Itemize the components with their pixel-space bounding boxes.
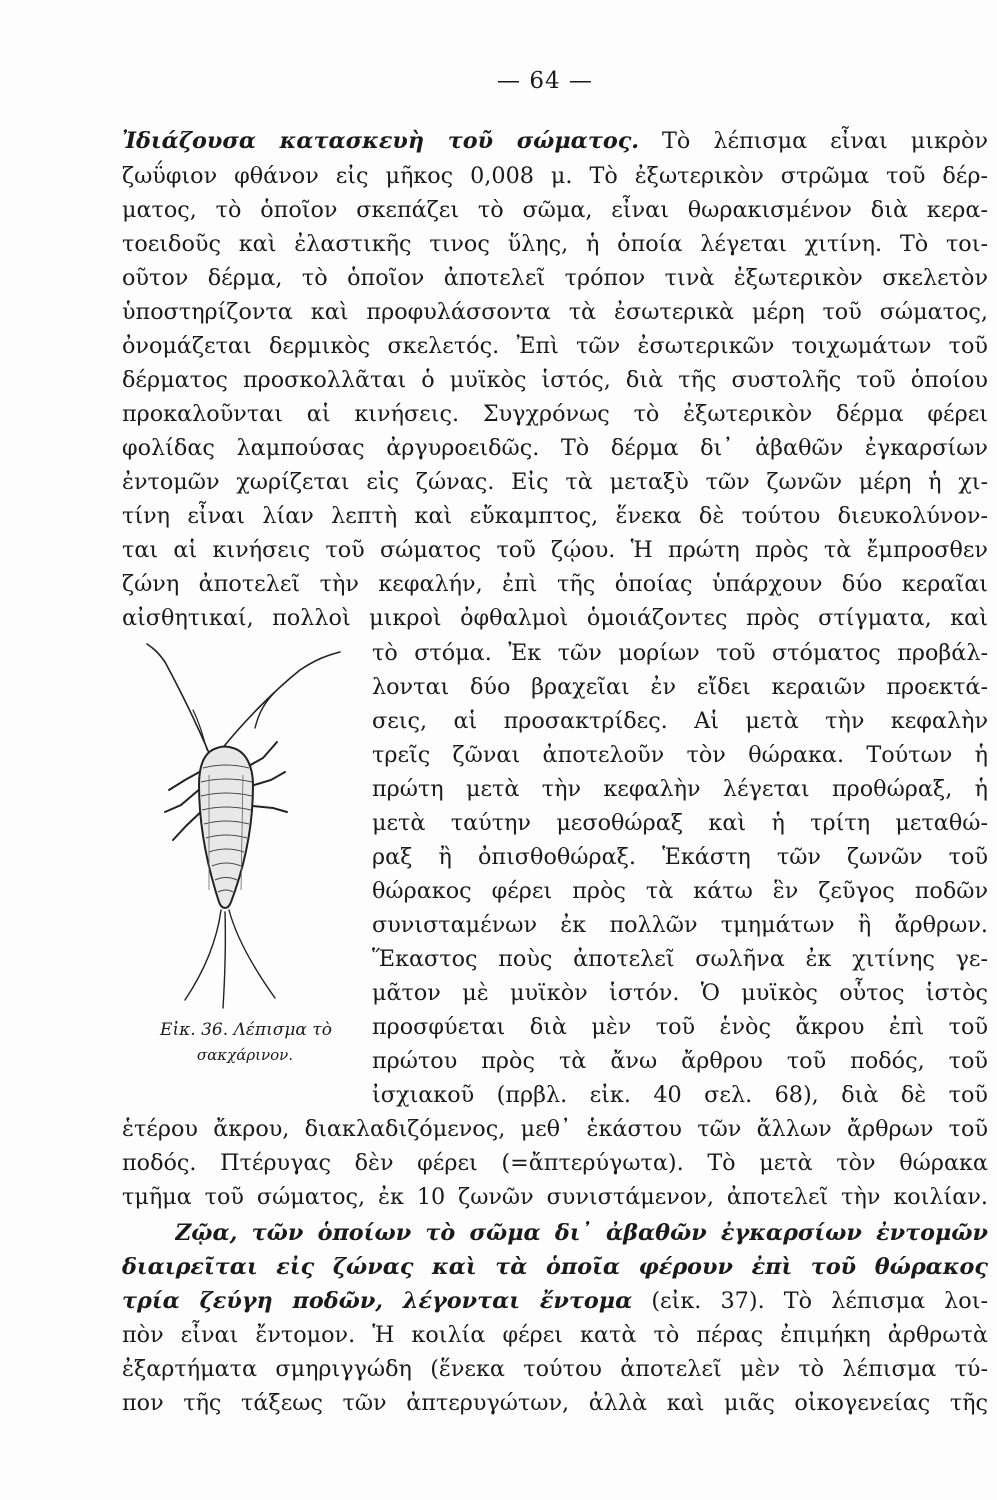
- text-line-1: [122, 124, 988, 158]
- definition-line-3: [122, 1284, 988, 1318]
- text-line-13: ται αἱ κινήσεις τοῦ σώματος τοῦ ζῴου. Ἡ πρώτη πρὸς τὰ ἔμπροσθεν: [122, 537, 988, 563]
- text-line-16: τὸ στόμα. Ἐκ τῶν μορίων τοῦ στόματος προβάλ-: [372, 640, 988, 666]
- text-line-31: ποδός. Πτέρυγας δὲν φέρει (=ἄπτερύγωτα). Τὸ μετὰ τὸν θώρακα: [122, 1150, 988, 1176]
- text-line-3: ματος, τὸ ὁποῖον σκεπάζει τὸ σῶμα, εἶναι θωρακισμένον διὰ κερα-: [122, 197, 988, 223]
- text-line-18: σεις, αἱ προσακτρίδες. Αἱ μετὰ τὴν κεφαλὴν: [372, 708, 988, 734]
- text-line-8: δέρματος προσκολλᾶται ὁ μυϊκὸς ἱστός, διὰ τῆς συστολῆς τοῦ ὁποίου: [122, 367, 988, 393]
- silverfish-body: [199, 747, 253, 909]
- right-antenna: [221, 652, 340, 750]
- text-line-4: τοειδοῦς καὶ ἐλαστικῆς τινος ὕλης, ἡ ὁποία λέγεται χιτίνη. Τὸ τοι-: [122, 231, 988, 257]
- text-line-11: ἐντομῶν χωρίζεται εἰς ζώνας. Εἰς τὰ μεταξὺ τῶν ζωνῶν μέρη ἡ χι-: [122, 469, 988, 495]
- figure-caption-2: σακχάρινον.: [196, 1046, 294, 1064]
- text-line-2: ζωΰφιον φθάνον εἰς μῆκος 0,008 μ. Τὸ ἐξωτερικὸν στρῶμα τοῦ δέρ-: [122, 163, 988, 189]
- definition-line-2: διαιρεῖται εἰς ζώνας καὶ τὰ ὁποῖα φέρουν ἐπὶ τοῦ θώρακος: [122, 1254, 988, 1280]
- page-number: — 64 —: [497, 68, 593, 94]
- text-line-25: Ἕκαστος ποὺς ἀποτελεῖ σωλῆνα ἐκ χιτίνης γε-: [372, 946, 988, 972]
- text-line-27: προσφύεται διὰ μὲν τοῦ ἑνὸς ἄκρου ἐπὶ τοῦ: [372, 1014, 988, 1040]
- text-line-10: φολίδας λαμπούσας ἀργυροειδῶς. Τὸ δέρμα δι᾿ ἀβαθῶν ἐγκαρσίων: [122, 435, 988, 461]
- text-line-22: ραξ ἢ ὀπισθοθώραξ. Ἑκάστη τῶν ζωνῶν τοῦ: [372, 844, 988, 870]
- figure-caption-1: Εἰκ. 36. Λέπισμα τὸ: [160, 1020, 332, 1040]
- text-line-17: λονται δύο βραχεῖαι ἐν εἴδει κεραιῶν προεκτά-: [372, 674, 988, 700]
- text-line-9: προκαλοῦνται αἱ κινήσεις. Συγχρόνως τὸ ἐξωτερικὸν δέρμα φέρει: [122, 401, 988, 427]
- text-line-21: μετὰ ταύτην μεσοθώραξ καὶ ἡ τρίτη μεταθώ-: [372, 810, 988, 836]
- left-antenna: [147, 644, 209, 753]
- text-line-23: θώρακος φέρει πρὸς τὰ κάτω ἓν ζεῦγος ποδῶν: [372, 878, 988, 904]
- text-line-6: ὑποστηρίζοντα καὶ προφυλάσσοντα τὰ ἐσωτερικὰ μέρη τοῦ σώματος,: [122, 299, 988, 325]
- silverfish-figure: [125, 640, 365, 1015]
- text-line-35: πον τῆς τάξεως τῶν ἀπτερυγώτων, ἀλλὰ καὶ μιᾶς οἰκογενείας τῆς: [122, 1390, 988, 1416]
- text-line-30: ἑτέρου ἄκρου, διακλαδιζόμενος, μεθ᾿ ἑκάστου τῶν ἄλλων ἄρθρων τοῦ: [122, 1116, 988, 1142]
- text-line-19: τρεῖς ζῶναι ἀποτελοῦν τὸν θώρακα. Τούτων ἡ: [372, 742, 988, 768]
- palp-right: [255, 692, 275, 728]
- text-line-1-body: Τὸ λέπισμα εἶναι μικρὸν: [662, 128, 988, 154]
- section-title: Ἰδιάζουσα κατασκευὴ τοῦ σώματος.: [122, 128, 640, 154]
- palp-left: [193, 710, 207, 750]
- text-line-33: πὸν εἶναι ἔντομον. Ἡ κοιλία φέρει κατὰ τὸ πέρας ἐπιμήκη ἀρθρωτὰ: [122, 1322, 988, 1348]
- text-line-5: οῦτον δέρμα, τὸ ὁποῖον ἀποτελεῖ τρόπον τινὰ ἐξωτερικὸν σκελετὸν: [122, 265, 988, 291]
- text-line-28: πρώτου πρὸς τὰ ἄνω ἄρθρου τοῦ ποδός, τοῦ: [372, 1048, 988, 1074]
- text-line-20: πρώτη μετὰ τὴν κεφαλὴν λέγεται προθώραξ, ἡ: [372, 776, 988, 802]
- text-line-26: μᾶτον μὲ μυϊκὸν ἱστόν. Ὁ μυϊκὸς οὗτος ἱστὸς: [372, 980, 988, 1006]
- text-line-14: ζώνη ἀποτελεῖ τὴν κεφαλήν, ἐπὶ τῆς ὁποίας ὑπάρχουν δύο κεραῖαι: [122, 571, 988, 597]
- text-line-7: ὀνομάζεται δερμικὸς σκελετός. Ἐπὶ τῶν ἐσωτερικῶν τοιχωμάτων τοῦ: [122, 333, 988, 359]
- text-line-32: τμῆμα τοῦ σώματος, ἐκ 10 ζωνῶν συνιστάμενον, ἀποτελεῖ τὴν κοιλίαν.: [122, 1184, 988, 1210]
- definition-line-3-tail: (εἰκ. 37). Τὸ λέπισμα λοι-: [651, 1288, 988, 1314]
- definition-line-3-bold: τρία ζεύγη ποδῶν, λέγονται ἔντομα: [122, 1288, 633, 1314]
- text-line-29: ἰσχιακοῦ (πρβλ. εἰκ. 40 σελ. 68), διὰ δὲ τοῦ: [372, 1082, 988, 1108]
- text-line-24: συνισταμένων ἐκ πολλῶν τμημάτων ἢ ἄρθρων.: [372, 912, 988, 938]
- silverfish-illustration: [125, 640, 365, 1015]
- text-line-34: ἐξαρτήματα σμηριγγώδη (ἕνεκα τούτου ἀποτελεῖ μὲν τὸ λέπισμα τύ-: [122, 1356, 988, 1382]
- text-line-15: αἰσθητικαί, πολλοὶ μικροὶ ὀφθαλμοὶ ὁμοιάζοντες πρὸς στίγματα, καὶ: [122, 605, 988, 631]
- text-line-12: τίνη εἶναι λίαν λεπτὴ καὶ εὔκαμπτος, ἕνεκα δὲ τούτου διευκολύνον-: [122, 503, 988, 529]
- definition-line-1: Ζῷα, τῶν ὁποίων τὸ σῶμα δι᾿ ἀβαθῶν ἐγκαρσίων ἐντομῶν: [175, 1220, 988, 1246]
